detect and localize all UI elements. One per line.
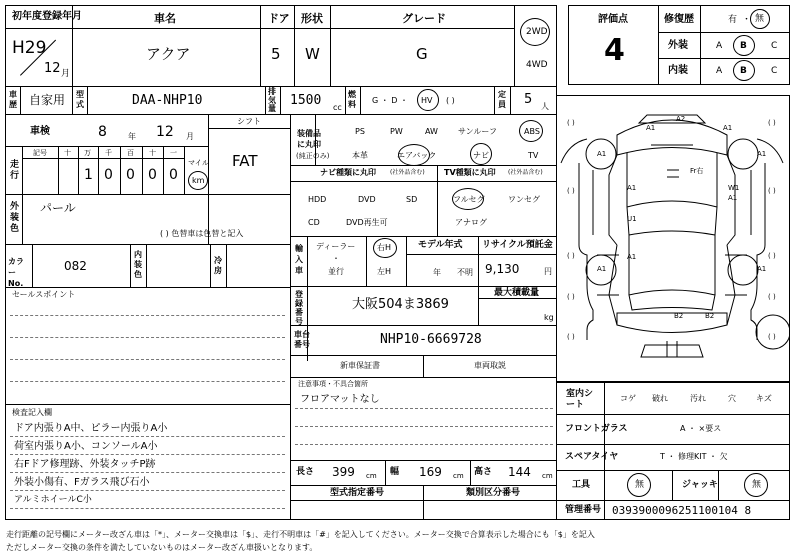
drive-4wd: 4WD [526, 60, 548, 70]
width-value: 169 [419, 465, 442, 479]
car-name-value: アクア [146, 45, 191, 63]
first-reg-month: 12 [44, 61, 61, 76]
damage-mark: A1 [597, 150, 607, 158]
aircon-label: 冷房 [214, 256, 222, 275]
interior-color-label: 内装色 [134, 250, 142, 279]
diagram-paren: ( ) [768, 293, 776, 301]
height-label: 高さ [474, 467, 493, 477]
first-reg-era: H29 [12, 38, 47, 58]
chassis-value: NHP10-6669728 [380, 332, 482, 347]
notes-value: フロアマットなし [300, 394, 380, 405]
damage-mark: W1 [728, 184, 740, 192]
recycle-label: リサイクル預託金 [482, 240, 553, 250]
class-no-label: 類別区分番号 [466, 488, 521, 498]
damage-mark: A1 [627, 253, 637, 261]
door-label: ドア [268, 12, 290, 25]
shift-label: シフト [237, 117, 261, 126]
length-label: 長さ [296, 467, 315, 477]
inspector-line: 外装小傷有、Fガラス飛び石小 [14, 477, 150, 488]
spare-label: スペアタイヤ [565, 452, 619, 462]
usage-value: 自家用 [29, 93, 66, 107]
mile-label: マイル [188, 159, 209, 167]
glass-value: A ・ ×要ス [680, 424, 722, 433]
fuel-label: 燃料 [348, 90, 356, 109]
mileage-digit: 0 [148, 167, 157, 183]
recycle-value: 9,130 [485, 262, 520, 276]
nav-header: ナビ種類に丸印 [320, 168, 376, 177]
shape-label: 形状 [301, 12, 323, 25]
diagram-paren: ( ) [768, 187, 776, 195]
damage-mark: U1 [627, 215, 637, 223]
mgmt-label: 管理番号 [565, 505, 602, 515]
car-name-label: 車名 [154, 12, 176, 25]
inspector-line: アルミホイールC小 [14, 495, 92, 505]
damage-mark: Fr右 [690, 167, 704, 175]
damage-mark: A1 [757, 265, 767, 273]
inspection-month: 12 [156, 124, 174, 140]
import-label: 輸入車 [295, 244, 303, 275]
displacement-label: 排気量 [268, 87, 276, 113]
color-label: 外装色 [10, 202, 20, 234]
registration-label: 登録番号 [295, 290, 303, 326]
jack-value: 無 [752, 480, 762, 490]
tool-label: 工具 [572, 480, 591, 490]
height-value: 144 [508, 465, 531, 479]
grade-value: G [416, 45, 428, 63]
diagram-paren: ( ) [567, 119, 575, 127]
spare-value: T ・ 修理KIT ・ 欠 [660, 452, 728, 461]
footer-note-2: ただしメーター交換の条件を満たしていないものはメーター改ざん車扱いとなります。 [6, 543, 318, 552]
width-label: 幅 [390, 467, 400, 477]
type-no-label: 型式指定番号 [330, 488, 385, 498]
capacity-value: 5 [524, 92, 533, 107]
damage-mark: A1 [646, 124, 656, 132]
mileage-digit: 0 [169, 167, 178, 183]
damage-mark: B2 [705, 312, 715, 320]
repair-label: 修復歴 [664, 14, 694, 25]
diagram-paren: ( ) [768, 119, 776, 127]
inspection-label: 車検 [30, 126, 50, 137]
mgmt-value: 0393900096251100104 8 [612, 504, 752, 517]
capacity-label: 定員 [498, 90, 506, 109]
first-reg-label: 初年度登録年月 [12, 11, 82, 22]
color-value: パール [40, 201, 76, 215]
inspection-year: 8 [98, 124, 107, 140]
color-no-label: カラーNo. [8, 257, 24, 288]
shift-value: FAT [232, 152, 258, 170]
diagram-paren: ( ) [567, 252, 575, 260]
repair-no: 無 [755, 14, 765, 24]
glass-label: フロントガラス [565, 424, 628, 434]
fuel-selected: HV [421, 96, 433, 105]
jack-label: ジャッキ [682, 480, 718, 490]
mileage-digit: 1 [84, 167, 93, 183]
inspector-line: 右Fドア修理跡、外装タッチP跡 [14, 459, 156, 470]
diagram-paren: ( ) [567, 293, 575, 301]
shape-value: W [305, 45, 320, 63]
registration-value: 大阪504ま3869 [352, 297, 449, 312]
max-load-label: 最大積載量 [494, 288, 540, 298]
damage-mark: B2 [674, 312, 684, 320]
damage-mark: A1 [597, 265, 607, 273]
mileage-digit: 0 [126, 167, 135, 183]
exterior-label: 外装 [668, 40, 688, 51]
damage-mark: A1 [757, 150, 767, 158]
usage-label: 車歴 [9, 90, 17, 109]
damage-mark: A1 [627, 184, 637, 192]
sales-point-label: セールスポイント [12, 290, 76, 299]
footer-note-1: 走行距離の記号欄にメーター改ざん車は「*」、メーター交換車は「$」、走行不明車は「#」を記入してください。メーター交換で合算表示した場合にも「$」を記入 [6, 530, 595, 539]
km-label: km [192, 176, 205, 185]
grade-label: グレード [402, 12, 446, 25]
mileage-label: 走行 [10, 160, 20, 181]
length-value: 399 [332, 465, 355, 479]
interior-label: 内装 [668, 65, 688, 76]
damage-mark: A1 [723, 124, 733, 132]
chassis-label: 車台番号 [294, 330, 310, 349]
repair-yes: 有 [728, 15, 738, 25]
damage-mark: A2 [676, 115, 686, 123]
inspector-label: 検査記入欄 [12, 408, 52, 417]
diagram-paren: ( ) [768, 333, 776, 341]
score-label: 評価点 [598, 14, 628, 25]
door-value: 5 [271, 45, 281, 63]
inspector-line: ドア内張りA中、ピラー内張りA小 [14, 423, 168, 434]
seat-label: 室内シート [566, 389, 594, 410]
tool-value: 無 [635, 480, 645, 490]
displacement-value: 1500 [290, 93, 322, 108]
drive-2wd: 2WD [526, 27, 548, 37]
color-no-value: 082 [64, 259, 87, 273]
score-value: 4 [604, 33, 625, 68]
color-note: ( ) 色替車は色替と記入 [160, 229, 244, 238]
diagram-paren: ( ) [567, 187, 575, 195]
fuel-options: G ・ D ・ [372, 96, 408, 105]
notes-label: 注意事項・不具合箇所 [298, 380, 368, 388]
tv-header: TV種類に丸印 [444, 168, 496, 177]
model-label: 型式 [76, 90, 84, 109]
manual-doc[interactable]: 車両取説 [474, 361, 506, 370]
diagram-paren: ( ) [768, 252, 776, 260]
equipment-label: 装備品に丸印 [297, 129, 321, 149]
diagram-paren: ( ) [567, 333, 575, 341]
warranty-doc[interactable]: 新車保証書 [340, 361, 380, 370]
mileage-digit: 0 [104, 167, 113, 183]
model-year-label: モデル年式 [418, 240, 463, 250]
damage-mark: A1 [728, 194, 738, 202]
model-value: DAA-NHP10 [132, 93, 203, 108]
inspector-line: 荷室内張りA小、コンソールA小 [14, 441, 158, 452]
car-damage-diagram [557, 95, 790, 382]
